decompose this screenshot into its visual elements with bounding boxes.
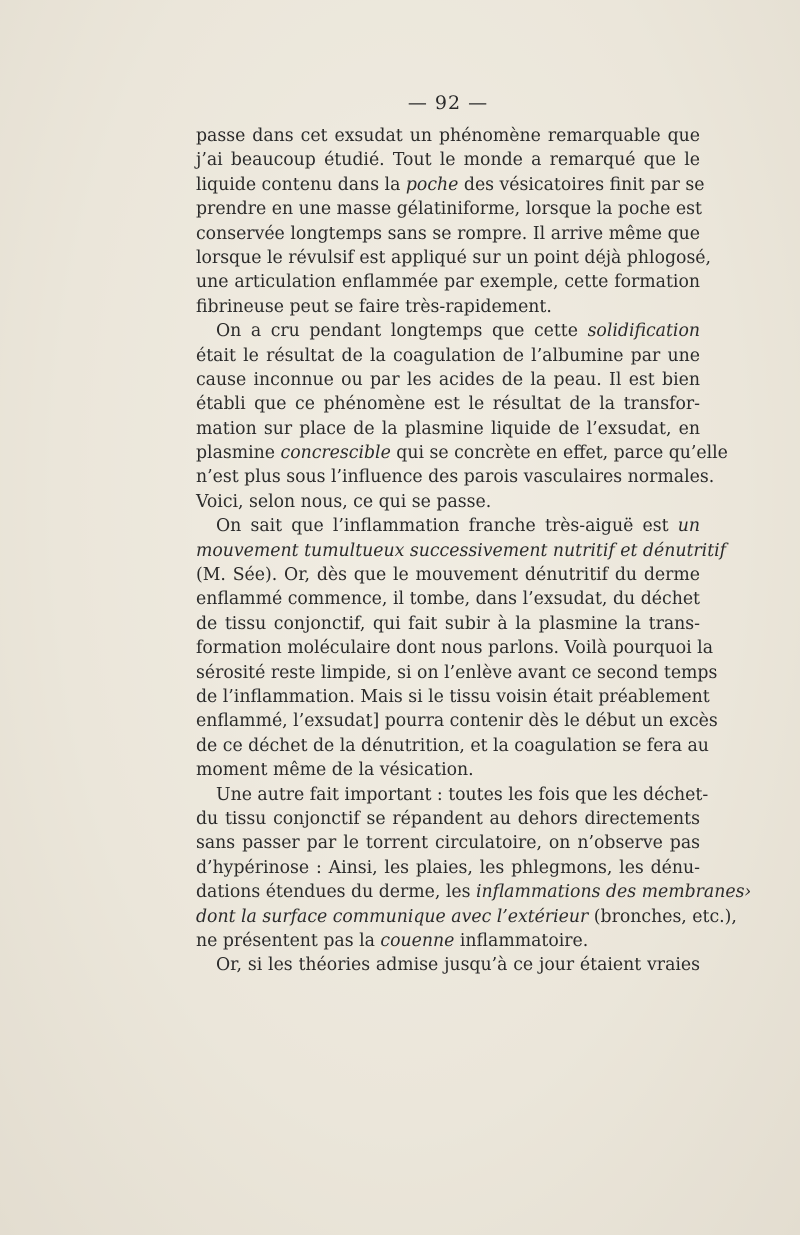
text-line [196,831,700,855]
text-line [196,612,700,636]
text-segment: de ce déchet de la dénutrition, et la coagulation se fera au [196,735,709,756]
text-segment: conservée longtemps sans se rompre. Il arrive même que [196,223,700,244]
text-segment: prendre en une masse gélatiniforme, lorsque la poche est [196,199,702,220]
italic-text: concrescible [280,443,391,464]
text-line [196,148,700,172]
text-line [196,124,700,148]
text-line [196,734,709,758]
text-line [196,539,727,563]
text-segment: moment même de la vésication. [196,760,474,781]
italic-text: inflammations des membranes› [476,882,752,903]
text-line [196,661,718,685]
text-segment: j’ai beaucoup étudié. Tout le monde a remarqué que le [196,150,700,171]
body-text [196,124,752,978]
text-segment: inflammatoire. [454,930,589,951]
text-segment: de tissu conjonctif, qui fait subir à la plasmine la trans- [196,613,700,634]
text-line [196,709,718,733]
italic-text: couenne [380,930,455,951]
text-segment: ne présentent pas la [196,930,381,951]
text-line [196,783,709,807]
text-segment: des vésicatoires finit par se [458,174,705,195]
text-segment: passe dans cet exsudat un phénomène remarquable que [196,126,700,146]
text-segment: On a cru pendant longtemps que cette [216,321,588,342]
text-line [196,417,700,441]
page-number: — 92 — [407,92,489,114]
text-line [196,563,700,587]
text-segment: liquide contenu dans la [196,174,406,195]
text-line [196,490,700,514]
italic-text: un [677,516,700,537]
text-line [196,173,705,197]
text-segment: enflammé commence, il tombe, dans l’exsudat, du déchet [196,589,700,610]
text-line [196,368,700,392]
text-line [196,197,700,221]
text-segment: établi que ce phénomène est le résultat de la transfor- [196,394,700,415]
text-segment: fibrineuse peut se faire très-rapidement. [196,296,552,317]
italic-text: mouvement tumultueux successivement nutritif et dénutritif [196,540,727,561]
text-segment: Or, si les théories admise jusqu’à ce jour étaient vraies [216,955,700,976]
text-line [196,319,700,343]
italic-text: dont la surface communique avec l’extérieur [196,906,589,927]
text-segment: plasmine [196,443,281,464]
text-line [196,441,728,465]
text-line [196,295,700,319]
text-line [196,856,700,880]
text-line [196,465,715,489]
text-segment: d’hypérinose : Ainsi, les plaies, les phlegmons, les dénu- [196,857,700,878]
text-segment: une articulation enflammée par exemple, cette formation [196,272,700,293]
text-segment: Une autre fait important : toutes les fois que les déchet- [216,784,709,805]
text-segment: dations étendues du derme, les [196,882,476,903]
text-line [196,270,700,294]
text-segment: sans passer par le torrent circulatoire, on n’observe pas [196,833,700,854]
text-line [196,685,710,709]
text-line [196,222,700,246]
text-line [196,807,700,831]
text-segment: (M. Sée). Or, dès que le mouvement dénutritif du derme [196,565,700,586]
text-segment: lorsque le révulsif est appliqué sur un point déjà phlogosé, [196,247,712,268]
text-segment: n’est plus sous l’influence des parois vasculaires normales. [196,467,715,488]
text-segment: (bronches, etc.), [588,906,737,927]
text-segment: mation sur place de la plasmine liquide de l’exsudat, en [196,418,700,439]
text-segment: Voici, selon nous, ce qui se passe. [196,491,492,512]
text-line [196,758,700,782]
text-segment: enflammé, l’exsudat] pourra contenir dès le début un excès [196,711,718,732]
text-line [196,905,737,929]
text-segment: de l’inflammation. Mais si le tissu voisin était préablement [196,686,710,707]
text-segment: qui se concrète en effet, parce qu’elle [390,443,728,464]
text-line [196,392,700,416]
text-line [196,929,700,953]
text-segment: sérosité reste limpide, si on l’enlève avant ce second temps [196,662,718,683]
italic-text: solidification [587,321,700,342]
italic-text: poche [405,174,459,195]
text-segment: du tissu conjonctif se répandent au dehors directements [196,808,700,829]
text-segment: On sait que l’inflammation franche très-aiguë est [216,516,678,537]
text-line [196,514,700,538]
text-line [196,953,700,977]
text-segment: cause inconnue ou par les acides de la peau. Il est bien [196,369,700,390]
text-line [196,880,752,904]
text-line [196,636,713,660]
text-line [196,344,700,368]
text-line [196,246,712,270]
text-line [196,587,700,611]
text-segment: était le résultat de la coagulation de l’albumine par une [196,345,700,366]
text-segment: formation moléculaire dont nous parlons. Voilà pourquoi la [196,638,713,659]
